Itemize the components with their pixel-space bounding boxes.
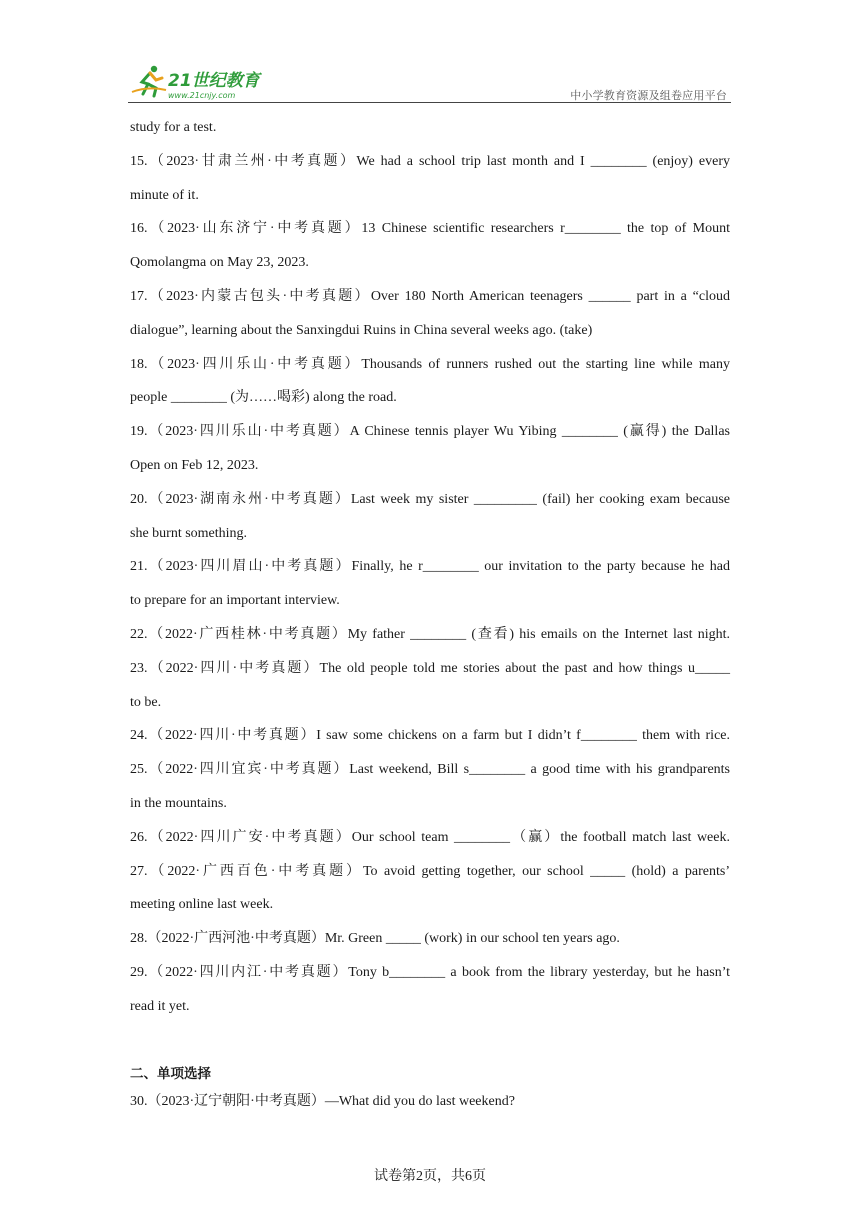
header-divider	[128, 102, 731, 103]
header-platform-text: 中小学教育资源及组卷应用平台	[570, 89, 727, 102]
question-line: Open on Feb 12, 2023.	[130, 457, 259, 473]
question-line: minute of it.	[130, 187, 199, 203]
question-line: 21.（2023·四川眉山·中考真题）Finally, he r________ our invitation to the party because he had	[130, 559, 730, 575]
question-line: 26.（2022·四川广安·中考真题）Our school team ________（赢）the football match last week.	[130, 829, 730, 845]
question-line: dialogue”, learning about the Sanxingdui Ruins in China several weeks ago. (take)	[130, 322, 593, 338]
question-line: 25.（2022·四川宜宾·中考真题）Last weekend, Bill s________ a good time with his grandparents	[130, 762, 730, 778]
question-line: in the mountains.	[130, 795, 227, 811]
question-line: 20.（2023·湖南永州·中考真题）Last week my sister _________ (fail) her cooking exam because	[130, 491, 730, 507]
question-line: 28.（2022·广西河池·中考真题）Mr. Green _____ (work) in our school ten years ago.	[130, 931, 620, 947]
section-title: 二、单项选择	[130, 1066, 211, 1082]
question-line: 22.（2022·广西桂林·中考真题）My father ________ (查看) his emails on the Internet last night.	[130, 626, 730, 642]
question-line: study for a test.	[130, 120, 217, 135]
page-header	[128, 62, 731, 102]
question-line: people ________ (为……喝彩) along the road.	[130, 390, 397, 406]
question-line: 23.（2022·四川·中考真题）The old people told me stories about the past and how things u_____	[130, 660, 730, 676]
question-line: she burnt something.	[130, 525, 248, 541]
question-list	[130, 111, 730, 1024]
question-line: to be.	[130, 694, 162, 710]
question-line: Qomolangma on May 23, 2023.	[130, 255, 309, 271]
question-line: 18.（2023·四川乐山·中考真题）Thousands of runners rushed out the starting line while many	[130, 356, 730, 372]
logo-url: www.21cnjy.com	[168, 91, 236, 100]
question-line: 27.（2022·广西百色·中考真题）To avoid getting together, our school _____ (hold) a parents’	[130, 863, 730, 879]
question-line: 19.（2023·四川乐山·中考真题）A Chinese tennis player Wu Yibing ________ (赢得) the Dallas	[130, 424, 730, 440]
question-line: 17.（2023·内蒙古包头·中考真题）Over 180 North American teenagers ______ part in a “cloud	[130, 288, 730, 304]
question-30: 30.（2023·辽宁朝阳·中考真题）—What did you do last weekend?	[130, 1094, 515, 1109]
question-line: 24.（2022·四川·中考真题）I saw some chickens on a farm but I didn’t f________ them with rice.	[130, 728, 730, 744]
logo	[128, 62, 268, 102]
runner-icon	[132, 66, 166, 96]
question-line: meeting online last week.	[130, 897, 274, 913]
question-line: 16.（2023·山东济宁·中考真题）13 Chinese scientific researchers r________ the top of Mount	[130, 221, 730, 237]
question-line: 29.（2022·四川内江·中考真题）Tony b________ a book from the library yesterday, but he hasn’t	[130, 964, 730, 980]
question-line: 15.（2023·甘肃兰州·中考真题）We had a school trip last month and I ________ (enjoy) every	[130, 153, 730, 169]
page-footer: 试卷第2页，共6页	[374, 1169, 486, 1184]
question-line: to prepare for an important interview.	[130, 593, 340, 609]
logo-text: 21世纪教育	[168, 71, 260, 91]
question-line: read it yet.	[130, 998, 190, 1014]
